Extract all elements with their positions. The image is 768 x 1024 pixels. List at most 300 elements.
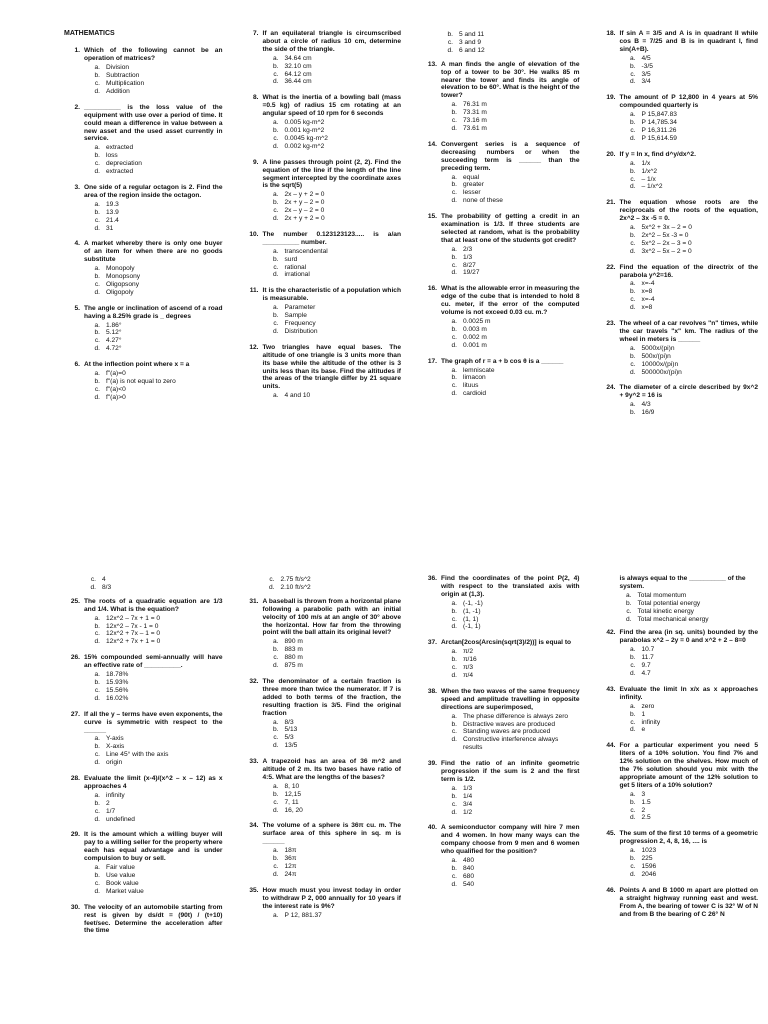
question-item xyxy=(58,598,223,646)
option-text: 12,15 xyxy=(284,790,302,798)
answer-option xyxy=(84,168,223,176)
option-text: 76.31 m xyxy=(463,101,487,109)
question-number: 37. xyxy=(427,639,437,647)
answer-option xyxy=(263,312,402,320)
option-text: 7, 11 xyxy=(284,798,299,806)
option-letter: c. xyxy=(94,630,100,638)
question-item xyxy=(415,639,580,680)
answer-option xyxy=(620,71,759,79)
answer-option xyxy=(263,847,402,855)
question-body xyxy=(84,361,223,402)
question-item xyxy=(594,264,759,312)
question-number: 8. xyxy=(253,94,259,102)
question-stem: How much must you invest today in order to withdraw P 2, 000 annually for 10 years if the interest rate is 9%? xyxy=(262,886,401,910)
answer-option xyxy=(441,616,580,624)
answer-option xyxy=(263,119,402,127)
answer-option xyxy=(441,254,580,262)
question-body xyxy=(84,240,223,296)
option-text: 883 m xyxy=(284,646,303,654)
option-letter: c. xyxy=(451,189,457,197)
option-text: 3x^2 – 5x – 2 = 0 xyxy=(641,247,692,255)
option-letter: c. xyxy=(273,734,279,742)
answer-option xyxy=(263,719,402,727)
answer-option xyxy=(84,751,223,759)
question-body xyxy=(441,141,580,205)
option-text: Y-axis xyxy=(106,735,124,743)
question-continuation xyxy=(237,576,402,592)
answer-options xyxy=(441,246,580,278)
option-letter: c. xyxy=(94,807,100,815)
option-letter: a. xyxy=(451,366,457,374)
option-letter: d. xyxy=(94,393,100,401)
answer-option xyxy=(84,872,223,880)
question-stem: If y = ln x, find d^y/dx^2. xyxy=(619,150,696,158)
answer-options xyxy=(441,174,580,206)
question-body xyxy=(263,231,402,279)
question-body xyxy=(263,598,402,670)
question-item xyxy=(594,742,759,822)
option-text: 480 xyxy=(463,857,475,865)
answer-options xyxy=(263,847,402,879)
option-letter: c. xyxy=(630,718,636,726)
option-letter: d. xyxy=(94,759,100,767)
option-text: 12x^2 + 7x + 1 = 0 xyxy=(106,638,161,646)
option-letter: d. xyxy=(451,197,457,205)
answer-option xyxy=(620,703,759,711)
answer-option xyxy=(84,615,223,623)
option-letter: d. xyxy=(447,46,453,54)
option-letter: a. xyxy=(273,782,279,790)
answer-options xyxy=(441,600,580,632)
option-letter: c. xyxy=(269,576,275,583)
option-text: 10000x/(pi)n xyxy=(641,360,679,368)
answer-option xyxy=(84,337,223,345)
option-letter: b. xyxy=(94,72,100,80)
question-item xyxy=(594,629,759,677)
question-number: 25. xyxy=(70,597,80,605)
question-number: 9. xyxy=(253,158,259,166)
question-number: 11. xyxy=(249,287,259,295)
page-bottom-section xyxy=(0,575,768,1024)
option-text: Monopoly xyxy=(106,265,135,273)
option-text: 1/x xyxy=(641,159,651,167)
answer-option xyxy=(441,109,580,117)
answer-option xyxy=(620,670,759,678)
answer-option xyxy=(441,736,580,752)
option-text: 2x – y – 2 = 0 xyxy=(284,207,325,215)
option-text: 19.3 xyxy=(106,200,119,208)
option-letter: a. xyxy=(273,304,279,312)
option-text: Parameter xyxy=(284,304,316,312)
answer-option xyxy=(620,807,759,815)
answer-option xyxy=(80,584,223,592)
answer-option xyxy=(620,863,759,871)
question-stem: What is the inertia of a bowling ball (mass =0.5 kg) of radius 15 cm rotating at an angular speed of 10 rpm for 6 seconds xyxy=(262,94,401,118)
question-continuation xyxy=(58,576,223,592)
option-text: lesser xyxy=(463,189,481,197)
question-number: 18. xyxy=(606,30,616,37)
question-body xyxy=(84,654,223,702)
answer-option xyxy=(84,792,223,800)
option-text: greater xyxy=(463,181,484,189)
question-stem: Evaluate the limit ln x/x as x approaches infinity. xyxy=(619,685,758,701)
question-number: 12. xyxy=(249,343,259,351)
answer-options xyxy=(441,713,580,753)
answer-option xyxy=(620,719,759,727)
option-letter: c. xyxy=(447,38,453,46)
option-letter: a. xyxy=(630,224,636,232)
option-text: π/2 xyxy=(463,648,474,656)
answer-option xyxy=(84,88,223,96)
option-letter: a. xyxy=(273,54,279,62)
question-item xyxy=(58,831,223,895)
answer-option xyxy=(620,369,759,377)
answer-option xyxy=(263,248,402,256)
option-text: 2 xyxy=(106,799,110,807)
option-text: Addition xyxy=(106,87,130,95)
option-text: 10.7 xyxy=(641,646,655,654)
question-body xyxy=(84,598,223,646)
answer-option xyxy=(84,64,223,72)
question-number: 6. xyxy=(74,361,80,369)
option-letter: a. xyxy=(94,735,100,743)
question-number: 46. xyxy=(606,886,616,894)
option-text: 3/5 xyxy=(641,70,651,78)
answer-option xyxy=(84,225,223,233)
option-text: 2.10 ft/s^2 xyxy=(280,583,311,591)
question-stem: If sin A = 3/5 and A is in quadrant II while cos B = 7/25 and B is in quadrant I, find sin(A+B). xyxy=(619,30,758,53)
option-letter: c. xyxy=(451,261,457,269)
question-item xyxy=(415,61,580,133)
question-stem: At the inflection point where x = a xyxy=(84,361,190,369)
option-letter: d. xyxy=(273,78,279,86)
section-heading: MATHEMATICS xyxy=(64,30,115,37)
answer-option xyxy=(620,799,759,807)
question-item xyxy=(415,760,580,816)
question-column xyxy=(594,575,759,1024)
option-letter: b. xyxy=(94,208,100,216)
answer-options xyxy=(237,576,402,592)
question-item xyxy=(415,688,580,752)
answer-options xyxy=(620,224,759,256)
question-stem-continued: is always equal to the __________ of the system. xyxy=(619,575,746,590)
question-stem: It is the amount which a willing buyer will pay to a willing seller for the property where each has equal advantage and is under compulsion to buy or sell. xyxy=(84,831,223,863)
option-text: 890 m xyxy=(284,638,303,646)
option-letter: c. xyxy=(451,333,457,341)
option-text: 2.5 xyxy=(641,814,651,822)
option-text: P 15,614.59 xyxy=(641,134,677,142)
answer-option xyxy=(441,648,580,656)
option-text: 3 xyxy=(641,790,646,798)
option-text: Constructive interference always results xyxy=(463,736,559,752)
option-letter: b. xyxy=(451,253,457,261)
question-number: 20. xyxy=(606,150,616,158)
answer-option xyxy=(441,125,580,133)
answer-option xyxy=(263,791,402,799)
answer-options xyxy=(263,248,402,280)
option-letter: d. xyxy=(630,247,636,255)
option-letter: d. xyxy=(630,304,636,312)
answer-option xyxy=(441,197,580,205)
question-stem: Find the equation of the directrix of the parabola y^2=16. xyxy=(619,263,758,279)
question-number: 23. xyxy=(606,320,616,328)
answer-option xyxy=(84,759,223,767)
question-body xyxy=(441,639,580,680)
option-text: π/4 xyxy=(463,671,474,679)
question-stem: Find the coordinates of the point P(2, 4) with respect to the translated axis with origin at (1,3). xyxy=(441,575,580,598)
option-letter: b. xyxy=(94,678,100,686)
question-item xyxy=(237,598,402,670)
option-text: 31 xyxy=(106,224,114,232)
option-letter: d. xyxy=(94,87,100,95)
question-number: 32. xyxy=(249,677,259,685)
answer-options xyxy=(84,735,223,767)
option-letter: c. xyxy=(94,337,100,345)
option-text: extracted xyxy=(106,144,134,152)
option-letter: d. xyxy=(626,615,632,623)
option-letter: b. xyxy=(451,374,457,382)
answer-option xyxy=(84,880,223,888)
option-letter: d. xyxy=(94,224,100,232)
option-text: Line 45° with the axis xyxy=(106,751,169,759)
answer-option xyxy=(437,47,580,55)
question-item xyxy=(58,361,223,402)
option-text: Monopsony xyxy=(106,273,141,281)
question-number: 35. xyxy=(249,886,259,894)
option-text: 840 xyxy=(463,865,475,872)
option-text: Total potential energy xyxy=(637,599,701,607)
option-text: 18π xyxy=(284,847,297,855)
option-text: e xyxy=(641,726,646,734)
question-stem: The graph of r = a + b cos θ is a ______ xyxy=(441,357,564,365)
answer-option xyxy=(620,304,759,312)
question-item xyxy=(237,94,402,150)
option-text: Fair value xyxy=(106,864,135,872)
answer-option xyxy=(84,735,223,743)
answer-option xyxy=(616,616,759,624)
answer-option xyxy=(84,160,223,168)
question-number: 19. xyxy=(606,94,616,102)
option-text: 1/3 xyxy=(463,253,473,261)
answer-option xyxy=(263,264,402,272)
option-letter: b. xyxy=(630,231,636,239)
answer-option xyxy=(263,783,402,791)
option-letter: d. xyxy=(630,870,636,878)
answer-option xyxy=(616,592,759,600)
answer-option xyxy=(263,638,402,646)
question-number: 17. xyxy=(427,357,437,365)
option-letter: a. xyxy=(273,638,279,646)
answer-option xyxy=(441,374,580,382)
answer-option xyxy=(441,117,580,125)
option-text: x=8 xyxy=(641,288,653,296)
question-item xyxy=(415,213,580,277)
option-text: 4.72° xyxy=(106,345,122,353)
option-text: origin xyxy=(106,759,123,767)
option-text: infinity xyxy=(106,791,125,799)
option-text: P 12, 881.37 xyxy=(284,911,322,919)
answer-option xyxy=(616,608,759,616)
option-text: 5x^2 – 2x – 3 = 0 xyxy=(641,239,692,247)
option-letter: d. xyxy=(451,671,457,679)
question-number: 31. xyxy=(249,597,259,605)
option-text: 73.31 m xyxy=(463,109,487,117)
answer-option xyxy=(620,183,759,191)
option-text: zero xyxy=(641,702,655,710)
option-text: 2046 xyxy=(641,870,657,878)
answer-option xyxy=(620,160,759,168)
answer-option xyxy=(441,334,580,342)
option-letter: a. xyxy=(630,401,636,409)
option-text: 1.5 xyxy=(641,798,651,806)
option-letter: a. xyxy=(94,144,100,152)
option-letter: b. xyxy=(273,62,279,70)
option-letter: c. xyxy=(451,664,457,672)
answer-option xyxy=(263,912,402,920)
option-letter: d. xyxy=(451,124,457,132)
option-letter: b. xyxy=(94,872,100,879)
option-text: 18.78% xyxy=(106,671,129,679)
answer-options xyxy=(594,592,759,624)
answer-options xyxy=(84,265,223,297)
question-stem: For a particular experiment you need 5 liters of a 10% solution. You find 7% and 12% solution on the shelves. How much of the 7% solution should you mix with the appropriate amount of the 12% solution to get 5 liters of a 10% solution? xyxy=(619,742,758,789)
answer-option xyxy=(441,801,580,809)
question-number: 38. xyxy=(427,687,437,695)
option-text: 880 m xyxy=(284,654,303,662)
answer-options xyxy=(263,119,402,151)
question-body xyxy=(263,30,402,86)
answer-option xyxy=(84,201,223,209)
option-letter: d. xyxy=(451,736,457,744)
option-letter: c. xyxy=(273,263,279,271)
answer-options xyxy=(415,31,580,55)
option-text: Distribution xyxy=(284,327,318,335)
option-letter: b. xyxy=(94,622,100,630)
option-text: 8/3 xyxy=(102,583,112,591)
option-text: surd xyxy=(284,255,298,263)
answer-option xyxy=(84,671,223,679)
question-number: 40. xyxy=(427,824,437,832)
answer-option xyxy=(263,646,402,654)
question-item xyxy=(415,358,580,399)
answer-option xyxy=(620,176,759,184)
option-letter: c. xyxy=(630,806,636,814)
question-continuation xyxy=(415,31,580,55)
question-item xyxy=(58,775,223,823)
question-item xyxy=(237,822,402,878)
option-text: 1/2 xyxy=(463,808,473,816)
option-text: 0.0045 kg-m^2 xyxy=(284,134,328,142)
question-item xyxy=(237,231,402,279)
question-number: 27. xyxy=(70,710,80,718)
option-text: Use value xyxy=(106,872,136,879)
option-text: 16.02% xyxy=(106,694,129,702)
option-letter: c. xyxy=(451,615,457,623)
answer-options xyxy=(441,648,580,680)
question-number: 15. xyxy=(427,213,437,221)
answer-option xyxy=(620,248,759,256)
answer-option xyxy=(263,143,402,151)
question-item xyxy=(594,94,759,142)
option-letter: c. xyxy=(451,382,457,390)
option-text: 34.64 cm xyxy=(284,54,312,62)
option-text: limacon xyxy=(463,374,486,382)
question-body xyxy=(84,47,223,95)
answer-option xyxy=(263,799,402,807)
option-text: 8, 10 xyxy=(284,782,300,790)
option-letter: a. xyxy=(273,718,279,726)
question-column xyxy=(237,30,402,550)
option-letter: a. xyxy=(273,119,279,127)
option-text: 1023 xyxy=(641,847,657,855)
answer-options xyxy=(620,401,759,417)
question-stem: Find the ratio of an infinite geometric progression if the sum is 2 and the first term is 1/2. xyxy=(441,760,580,783)
answer-options xyxy=(263,392,402,400)
question-item xyxy=(237,30,402,86)
answer-options xyxy=(620,703,759,735)
question-item xyxy=(415,575,580,631)
answer-option xyxy=(620,855,759,863)
option-text: 0.003 m xyxy=(463,325,487,333)
option-letter: c. xyxy=(630,70,636,78)
question-body xyxy=(620,887,759,920)
question-item xyxy=(58,654,223,702)
option-text: X-axis xyxy=(106,743,125,751)
answer-option xyxy=(84,864,223,872)
answer-option xyxy=(263,207,402,215)
option-letter: a. xyxy=(451,245,457,253)
option-text: π/16 xyxy=(463,656,477,664)
question-stem: The velocity of an automobile starting from rest is given by ds/dt = (90t) / (t+10) feet/sec. Determine the acceleration after the time xyxy=(84,903,223,935)
question-stem: The diameter of a circle described by 9x^2 + 9y^2 = 16 is xyxy=(619,384,758,400)
answer-option xyxy=(620,791,759,799)
question-number: 1. xyxy=(74,47,80,55)
question-item xyxy=(58,240,223,296)
option-letter: c. xyxy=(94,385,100,393)
option-letter: d. xyxy=(94,815,100,823)
option-text: Total mechanical energy xyxy=(637,615,709,623)
answer-option xyxy=(84,695,223,703)
option-text: Multiplication xyxy=(106,80,145,88)
option-letter: a. xyxy=(94,265,100,273)
question-item xyxy=(237,344,402,400)
option-text: -3/5 xyxy=(641,62,653,70)
answer-option xyxy=(620,662,759,670)
question-stem: The sum of the first 10 terms of a geometric progression 2, 4, 8, 16, .... is xyxy=(619,830,758,846)
answer-option xyxy=(441,728,580,736)
answer-option xyxy=(441,600,580,608)
option-text: 2x^2 – 5x -3 = 0 xyxy=(641,231,689,239)
question-item xyxy=(237,287,402,335)
option-text: 3 and 9 xyxy=(459,38,481,46)
option-letter: d. xyxy=(630,134,636,142)
question-body xyxy=(620,264,759,312)
answer-option xyxy=(84,281,223,289)
option-letter: a. xyxy=(630,646,636,654)
option-text: 3/4 xyxy=(641,78,651,86)
option-text: 4/5 xyxy=(641,54,651,62)
answer-option xyxy=(263,320,402,328)
question-number: 44. xyxy=(606,742,616,750)
option-letter: b. xyxy=(630,167,636,175)
option-letter: b. xyxy=(630,352,636,360)
answer-option xyxy=(263,328,402,336)
option-letter: a. xyxy=(94,370,100,378)
option-text: – 1/x^2 xyxy=(641,183,663,191)
question-stem: __________ is the loss value of the equipment with use over a period of time. It could mean a difference in value between a new asset and the used asset currently in service. xyxy=(84,103,223,143)
option-letter: d. xyxy=(630,78,636,86)
option-text: loss xyxy=(106,152,118,160)
